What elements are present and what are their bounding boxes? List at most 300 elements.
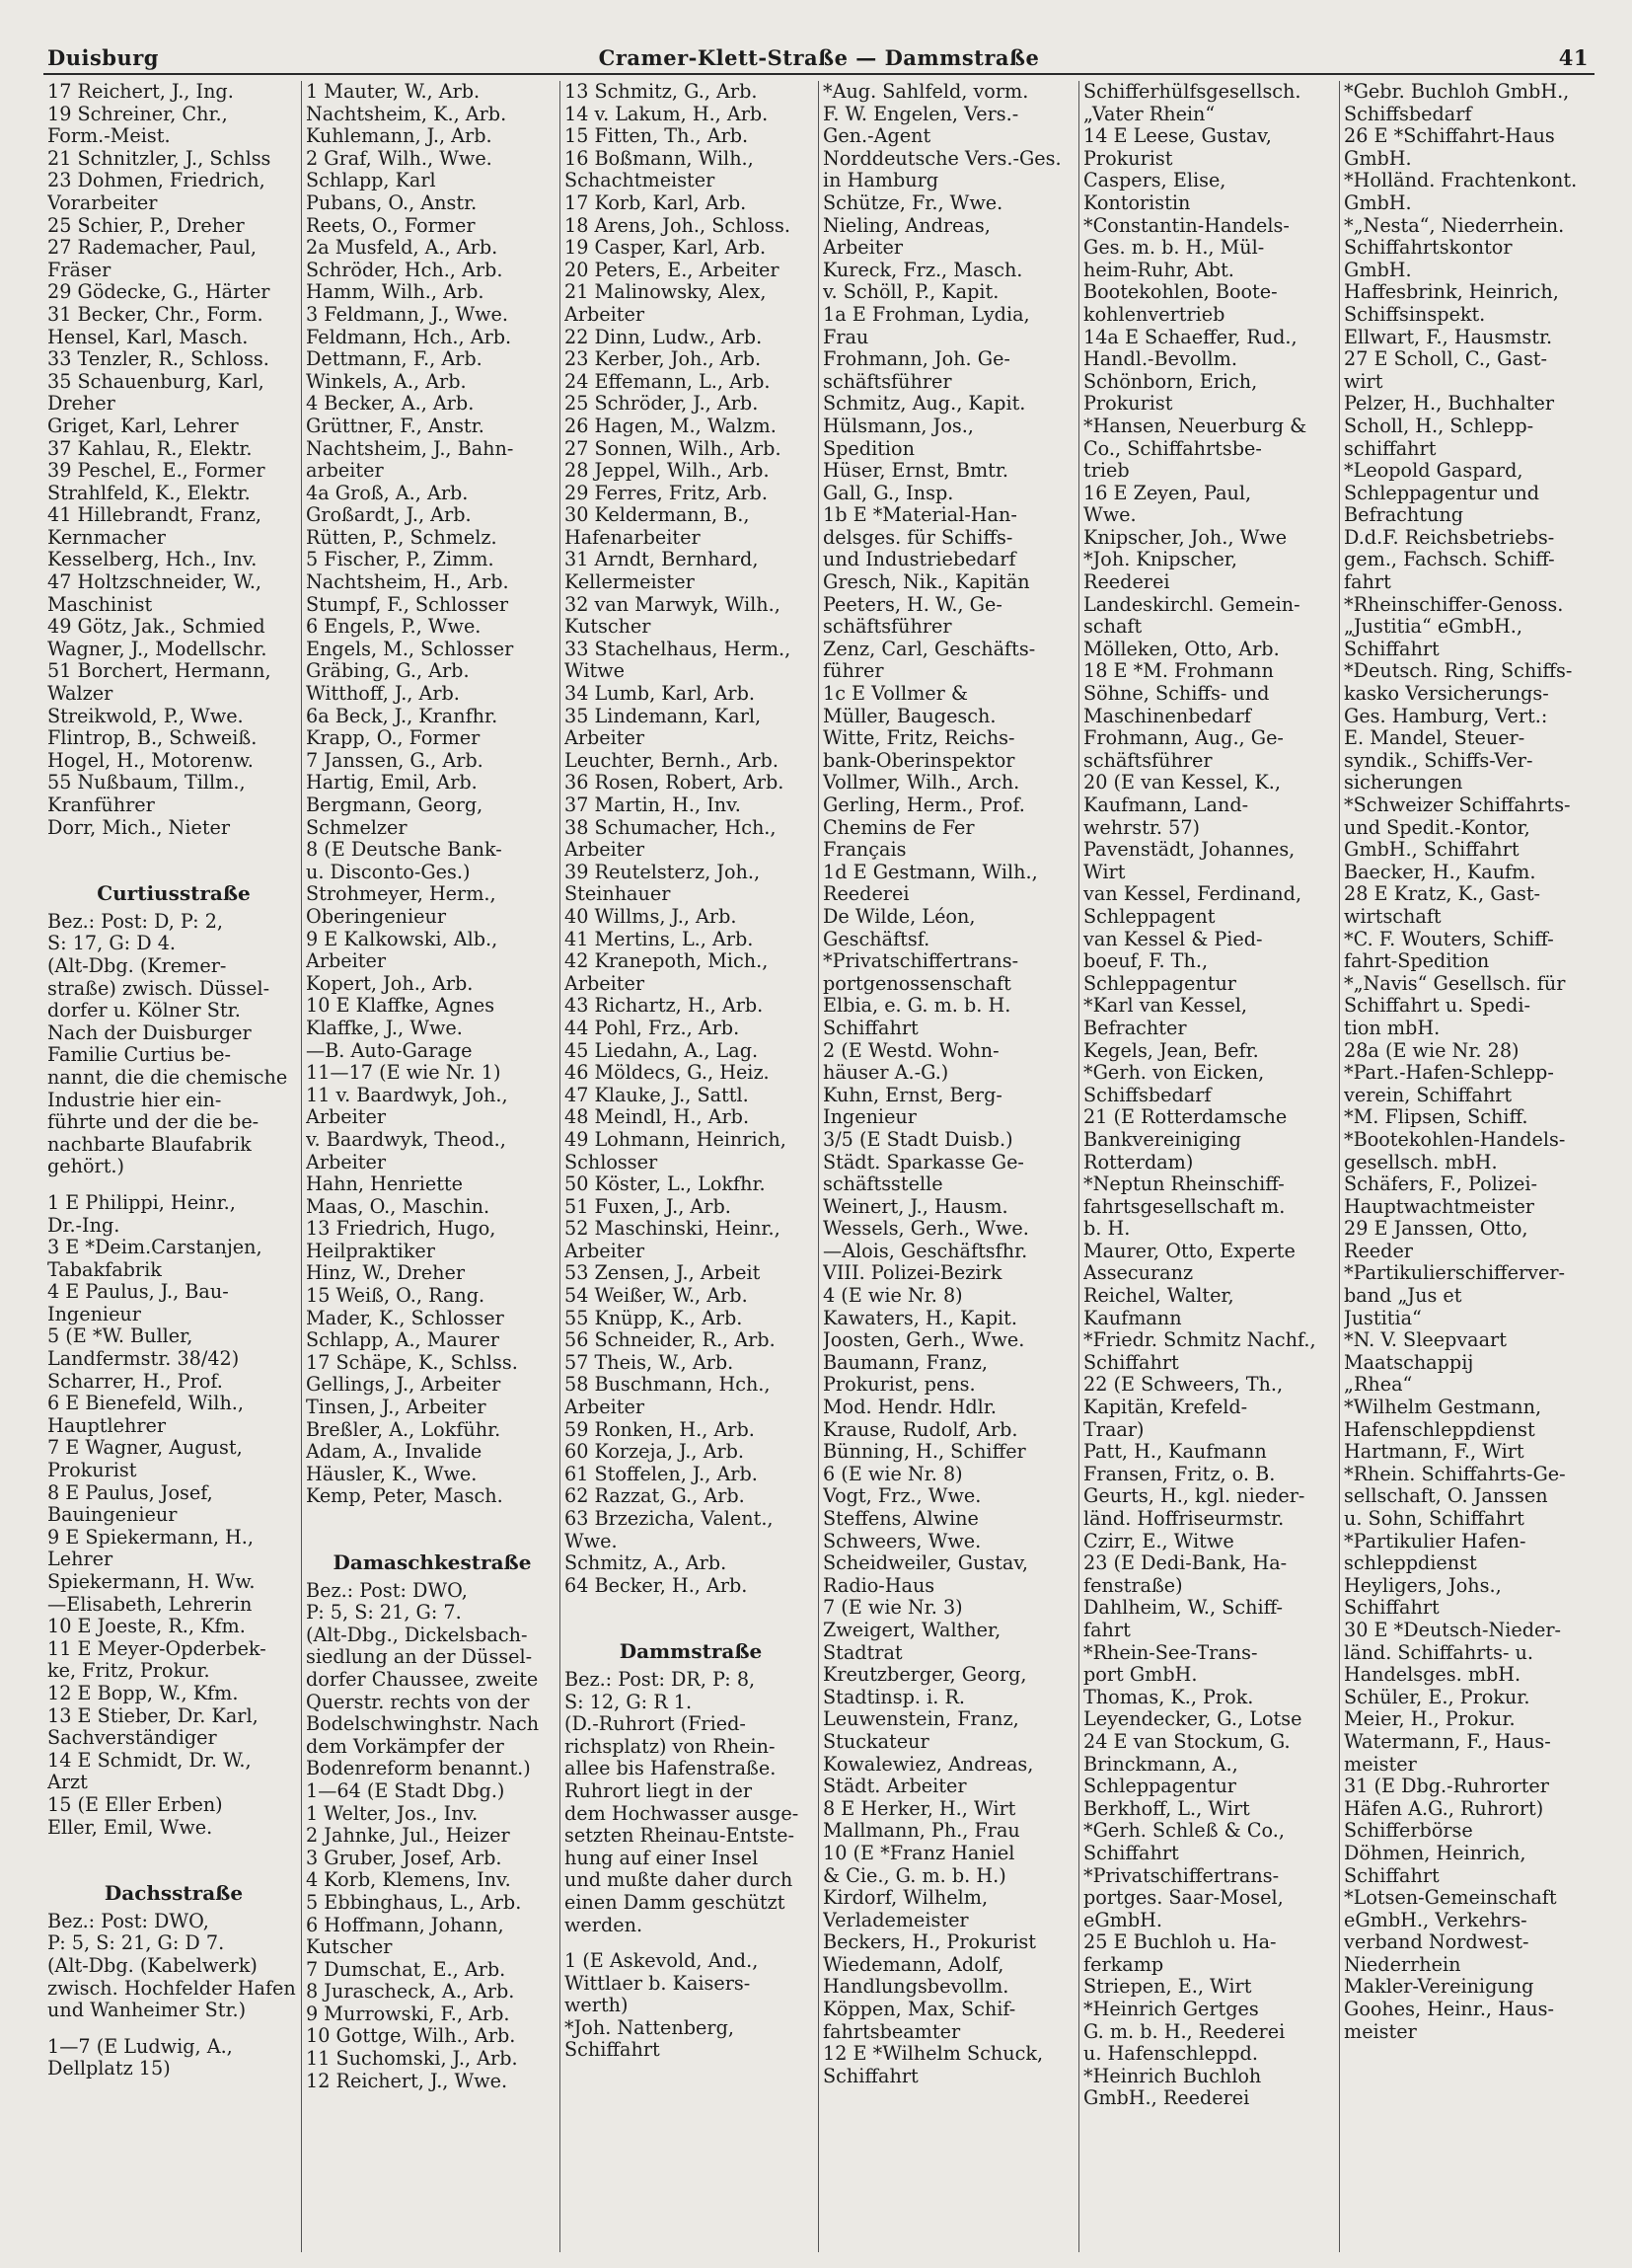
directory-entry: 29 Ferres, Fritz, Arb. — [564, 482, 768, 504]
directory-entry: 2 Jahnke, Jul., Heizer — [306, 1825, 510, 1848]
directory-entry: Kureck, Frz., Masch. — [823, 259, 1023, 281]
directory-entry: 1 E Philippi, Heinr., — [47, 1191, 236, 1214]
directory-entry: & Cie., G. m. b. H.) — [823, 1864, 1006, 1887]
directory-entry: Schachtmeister — [564, 170, 715, 192]
directory-entry: 23 Kerber, Joh., Arb. — [564, 348, 762, 371]
directory-entry: kohlenvertrieb — [1083, 303, 1225, 326]
directory-entry: 6 Hoffmann, Johann, — [306, 1914, 504, 1936]
directory-entry: dem Vorkämpfer der — [306, 1735, 504, 1758]
directory-entry: schäftsführer — [1083, 749, 1213, 772]
directory-entry: Schlosser — [564, 1151, 658, 1173]
spacer — [47, 1839, 300, 1852]
directory-entry: schleppdienst — [1344, 1552, 1477, 1575]
directory-entry: 57 Theis, W., Arb. — [564, 1351, 734, 1374]
column-3 — [560, 81, 817, 2258]
directory-entry: 9 E Spiekermann, H., — [47, 1526, 254, 1549]
directory-entry: Scharrer, H., Prof. — [47, 1370, 223, 1393]
directory-entry: und Industriebedarf — [823, 549, 1016, 571]
directory-entry: Maurer, Otto, Experte — [1083, 1240, 1296, 1262]
directory-entry: sellschaft, O. Janssen — [1344, 1485, 1548, 1508]
directory-entry: Bauingenieur — [47, 1504, 178, 1527]
street-heading: Dachsstraße — [104, 1882, 244, 1905]
column-1 — [43, 81, 300, 2258]
directory-entry: Stuckateur — [823, 1730, 929, 1753]
directory-entry: *Friedr. Schmitz Nachf., — [1083, 1329, 1316, 1352]
directory-entry: Familie Curtius be- — [47, 1044, 231, 1067]
directory-entry: Schönborn, Erich, — [1083, 370, 1258, 393]
directory-entry: Hauptwachtmeister — [1344, 1195, 1534, 1218]
directory-entry: —B. Auto-Garage — [306, 1039, 473, 1062]
directory-entry: *Part.-Hafen-Schlepp- — [1344, 1062, 1554, 1085]
directory-entry: 54 Weißer, W., Arb. — [564, 1285, 748, 1308]
directory-entry: 1b E *Material-Han- — [823, 504, 1017, 527]
directory-entry: Breßler, A., Lokführ. — [306, 1418, 501, 1441]
directory-entry: Wagner, J., Modellschr. — [47, 638, 267, 660]
directory-entry: Kesselberg, Hch., Inv. — [47, 549, 258, 571]
directory-entry: 14 v. Lakum, H., Arb. — [564, 103, 769, 125]
street-heading: Damaschkestraße — [333, 1551, 532, 1574]
directory-entry: *Deutsch. Ring, Schiffs- — [1344, 660, 1573, 683]
directory-entry: Haffesbrink, Heinrich, — [1344, 281, 1559, 304]
directory-entry: 13 E Stieber, Dr. Karl, — [47, 1704, 259, 1727]
directory-entry: führte und der die be- — [47, 1111, 260, 1134]
directory-entry: Vollmer, Wilh., Arch. — [823, 772, 1020, 794]
directory-entry: 15 Weiß, O., Rang. — [306, 1285, 485, 1308]
directory-entry: Fransen, Fritz, o. B. — [1083, 1463, 1276, 1485]
directory-entry: Frohmann, Joh. Ge- — [823, 348, 1010, 371]
directory-entry: *Hansen, Neuerburg & — [1083, 415, 1307, 437]
directory-entry: Schiffahrt — [1083, 1351, 1179, 1374]
directory-entry: 15 (E Eller Erben) — [47, 1793, 223, 1816]
directory-entry: E. Mandel, Steuer- — [1344, 727, 1525, 750]
directory-entry: 44 Pohl, Frz., Arb. — [564, 1017, 740, 1039]
directory-entry: Verlademeister — [823, 1909, 969, 1931]
directory-entry: (D.-Ruhrort (Fried- — [564, 1713, 746, 1736]
directory-entry: Tabakfabrik — [47, 1258, 162, 1281]
directory-entry: Pelzer, H., Buchhalter — [1344, 393, 1555, 416]
directory-entry: 59 Ronken, H., Arb. — [564, 1418, 755, 1441]
directory-entry: Kreutzberger, Georg, — [823, 1664, 1027, 1687]
directory-entry: Gall, G., Insp. — [823, 482, 954, 504]
directory-entry: dem Hochwasser ausge- — [564, 1802, 799, 1825]
directory-entry: Nachtsheim, H., Arb. — [306, 571, 509, 594]
directory-entry: *„Nesta“, Niederrhein. — [1344, 214, 1565, 237]
directory-entry: Kirdorf, Wilhelm, — [823, 1887, 989, 1910]
directory-entry: Gen.-Agent — [823, 125, 931, 148]
directory-entry: Städt. Arbeiter — [823, 1776, 967, 1798]
directory-entry: Arbeiter — [306, 1151, 387, 1173]
directory-entry: Krapp, O., Former — [306, 727, 481, 750]
directory-entry: 8 E Paulus, Josef, — [47, 1481, 213, 1504]
directory-entry: ferkamp — [1083, 1953, 1164, 1976]
directory-entry: bank-Oberinspektor — [823, 749, 1015, 772]
directory-entry: 4a Groß, A., Arb. — [306, 482, 469, 504]
directory-entry: Winkels, A., Arb. — [306, 370, 467, 393]
directory-entry: Assecuranz — [1083, 1262, 1194, 1285]
directory-entry: Bankvereiniging — [1083, 1128, 1241, 1151]
directory-entry: Witte, Fritz, Reichs- — [823, 727, 1015, 750]
directory-entry: 18 Arens, Joh., Schloss. — [564, 214, 790, 237]
directory-entry: *Holländ. Frachtenkont. — [1344, 170, 1578, 192]
directory-entry: Ges. Hamburg, Vert.: — [1344, 705, 1548, 727]
directory-entry: Mallmann, Ph., Frau — [823, 1820, 1020, 1843]
directory-entry: Kowalewiez, Andreas, — [823, 1753, 1034, 1776]
directory-entry: 14a E Schaeffer, Rud., — [1083, 326, 1298, 348]
directory-entry: Prokurist — [1083, 393, 1173, 416]
directory-entry: 4 E Paulus, J., Bau- — [47, 1281, 229, 1304]
directory-entry: 23 (E Dedi-Bank, Ha- — [1083, 1552, 1288, 1575]
directory-entry: 42 Kranepoth, Mich., — [564, 950, 769, 973]
directory-entry: Döhmen, Heinrich, — [1344, 1842, 1526, 1864]
directory-entry: Kaufmann, Land- — [1083, 794, 1249, 816]
directory-entry: Prokurist — [47, 1460, 137, 1482]
directory-entry: und Spedit.-Kontor, — [1344, 816, 1530, 839]
directory-entry: Leyendecker, G., Lotse — [1083, 1708, 1302, 1731]
directory-entry: 8 E Herker, H., Wirt — [823, 1797, 1016, 1820]
header-city: Duisburg — [47, 45, 159, 70]
directory-entry: 21 Schnitzler, J., Schlss — [47, 147, 271, 170]
directory-entry: 3 Feldmann, J., Wwe. — [306, 303, 508, 326]
directory-entry: wirtschaft — [1344, 905, 1442, 928]
directory-entry: 51 Fuxen, J., Arb. — [564, 1195, 731, 1218]
directory-entry: 31 Becker, Chr., Form. — [47, 303, 263, 326]
directory-entry: Steinhauer — [564, 883, 671, 906]
directory-entry: Zweigert, Walther, — [823, 1619, 1001, 1641]
directory-entry: Arzt — [47, 1772, 88, 1794]
directory-entry: richsplatz) von Rhein- — [564, 1735, 776, 1758]
directory-entry: Niederrhein — [1344, 1953, 1461, 1976]
directory-entry: 28a (E wie Nr. 28) — [1344, 1039, 1520, 1062]
directory-entry: Bünning, H., Schiffer — [823, 1441, 1026, 1464]
directory-entry: Arbeiter — [564, 727, 645, 750]
directory-entry: v. Baardwyk, Theod., — [306, 1128, 506, 1151]
directory-entry: Knipscher, Joh., Wwe — [1083, 526, 1288, 549]
directory-entry: Geurts, H., kgl. nieder- — [1083, 1485, 1305, 1508]
directory-entry: *Rhein-See-Trans- — [1083, 1641, 1258, 1664]
directory-entry: *C. F. Wouters, Schiff- — [1344, 928, 1554, 950]
directory-entry: Stadtinsp. i. R. — [823, 1686, 965, 1708]
directory-entry: Köppen, Max, Schif- — [823, 1999, 1016, 2021]
directory-entry: Spiekermann, H. Ww. — [47, 1571, 256, 1593]
directory-entry: Vorarbeiter — [47, 191, 158, 214]
directory-entry: heim-Ruhr, Abt. — [1083, 259, 1234, 281]
directory-entry: Arbeiter — [564, 1240, 645, 1262]
spacer — [564, 1611, 817, 1625]
directory-entry: 28 Jeppel, Wilh., Arb. — [564, 460, 770, 483]
directory-entry: 31 (E Dbg.-Ruhrorter — [1344, 1776, 1549, 1798]
directory-entry: 61 Stoffelen, J., Arb. — [564, 1463, 758, 1485]
directory-entry: 40 Willms, J., Arb. — [564, 905, 737, 928]
directory-entry: Pavenstädt, Johannes, — [1083, 839, 1296, 862]
directory-entry: Form.-Meist. — [47, 125, 171, 148]
directory-entry: fenstraße) — [1083, 1574, 1183, 1597]
directory-entry: Engels, M., Schlosser — [306, 638, 514, 660]
directory-entry: D.d.F. Reichsbetriebs- — [1344, 526, 1555, 549]
directory-entry: 11 v. Baardwyk, Joh., — [306, 1084, 508, 1106]
directory-entry: Handlungsbevollm. — [823, 1976, 1009, 1999]
directory-entry: *Schweizer Schiffahrts- — [1344, 794, 1571, 816]
directory-entry: 56 Schneider, R., Arb. — [564, 1329, 776, 1352]
directory-entry: Thomas, K., Prok. — [1083, 1686, 1254, 1708]
directory-entry: Baecker, H., Kaufm. — [1344, 861, 1536, 883]
directory-entry: Prokurist, pens. — [823, 1374, 976, 1397]
directory-entry: 3 Gruber, Josef, Arb. — [306, 1847, 502, 1869]
header-page-number: 41 — [1558, 45, 1589, 70]
directory-entry: 3 E *Deim.Carstanjen, — [47, 1237, 262, 1259]
directory-entry: Kontoristin — [1083, 191, 1191, 214]
spacer — [47, 853, 300, 867]
directory-entry: 33 Stachelhaus, Herm., — [564, 638, 791, 660]
directory-entry: 29 Gödecke, G., Härter — [47, 281, 270, 304]
directory-entry: Gerling, Herm., Prof. — [823, 794, 1025, 816]
directory-entry: Scholl, H., Schlepp- — [1344, 415, 1534, 437]
directory-entry: hung auf einer Insel — [564, 1847, 759, 1869]
directory-entry: Arbeiter — [564, 303, 645, 326]
directory-entry: Schiffahrt u. Spedi- — [1344, 995, 1531, 1018]
directory-entry: gesellsch. mbH. — [1344, 1151, 1498, 1173]
directory-entry: 6 (E wie Nr. 8) — [823, 1463, 963, 1485]
directory-entry: meister — [1344, 2020, 1417, 2043]
directory-entry: Schleppagentur — [1083, 1776, 1236, 1798]
directory-entry: Maschinist — [47, 593, 153, 616]
directory-entry: *Karl van Kessel, — [1083, 995, 1247, 1018]
directory-entry: Mölleken, Otto, Arb. — [1083, 638, 1280, 660]
directory-entry: 51 Borchert, Hermann, — [47, 660, 271, 683]
directory-entry: „Vater Rhein“ — [1083, 103, 1216, 125]
directory-entry: Brinckmann, A., — [1083, 1753, 1238, 1776]
directory-entry: Hahn, Henriette — [306, 1173, 463, 1196]
directory-entry: zwisch. Hochfelder Hafen — [47, 1977, 296, 2000]
column-6 — [1340, 81, 1598, 2258]
directory-entry: van Kessel & Pied- — [1083, 928, 1263, 950]
directory-entry: Norddeutsche Vers.-Ges. — [823, 147, 1062, 170]
directory-entry: 11 Suchomski, J., Arb. — [306, 2048, 518, 2071]
directory-entry: *Lotsen-Gemeinschaft — [1344, 1887, 1557, 1910]
directory-entry: Sachverständiger — [47, 1727, 217, 1750]
directory-entry: 27 E Scholl, C., Gast- — [1344, 348, 1547, 371]
directory-entry: Handelsges. mbH. — [1344, 1664, 1521, 1687]
directory-entry: 46 Möldecs, G., Heiz. — [564, 1062, 770, 1085]
directory-entry: Arbeiter — [564, 972, 645, 995]
directory-entry: 24 Effemann, L., Arb. — [564, 370, 771, 393]
directory-entry: 27 Sonnen, Wilh., Arb. — [564, 437, 781, 460]
directory-entry: „Justitia“ eGmbH., — [1344, 616, 1522, 639]
directory-entry: *Gerh. von Eicken, — [1083, 1062, 1265, 1085]
directory-entry: Dorr, Mich., Nieter — [47, 816, 231, 839]
directory-entry: siedlung an der Düssel- — [306, 1646, 533, 1669]
directory-entry: 1a E Frohman, Lydia, — [823, 303, 1030, 326]
directory-entry: Nieling, Andreas, — [823, 214, 991, 237]
directory-entry: 7 (E wie Nr. 3) — [823, 1597, 963, 1620]
directory-entry: Scheidweiler, Gustav, — [823, 1552, 1029, 1575]
directory-entry: in Hamburg — [823, 170, 939, 192]
directory-entry: 10 E Joeste, R., Kfm. — [47, 1616, 246, 1638]
directory-entry: Müller, Baugesch. — [823, 705, 997, 727]
directory-entry: 62 Razzat, G., Arb. — [564, 1485, 745, 1508]
directory-entry: Hafenschleppdienst — [1344, 1418, 1535, 1441]
directory-entry: Reichel, Walter, — [1083, 1285, 1234, 1308]
directory-entry: 39 Peschel, E., Former — [47, 460, 265, 483]
directory-entry: 1 (E Askevold, And., — [564, 1950, 759, 1973]
directory-entry: *Joh. Nattenberg, — [564, 2016, 734, 2039]
directory-entry: Schröder, Hch., Arb. — [306, 259, 503, 281]
directory-entry: 64 Becker, H., Arb. — [564, 1574, 748, 1597]
directory-entry: Stadtrat — [823, 1641, 903, 1664]
directory-entry: Peeters, H. W., Ge- — [823, 593, 1002, 616]
directory-entry: 47 Klauke, J., Sattl. — [564, 1084, 749, 1106]
directory-entry: Mader, K., Schlosser — [306, 1307, 504, 1329]
directory-entry: 55 Knüpp, K., Arb. — [564, 1307, 743, 1329]
directory-entry: u. Disconto-Ges.) — [306, 861, 471, 883]
directory-entry: Maas, O., Maschin. — [306, 1195, 490, 1218]
directory-entry: 6a Beck, J., Kranfhr. — [306, 705, 498, 727]
spacer — [47, 1178, 300, 1192]
directory-entry: Städt. Sparkasse Ge- — [823, 1151, 1024, 1173]
directory-entry: 2 Graf, Wilh., Wwe. — [306, 147, 492, 170]
directory-entry: 4 (E wie Nr. 8) — [823, 1285, 963, 1308]
directory-entry: Strohmeyer, Herm., — [306, 883, 496, 906]
directory-entry: Heilpraktiker — [306, 1240, 435, 1262]
directory-entry: Bez.: Post: D, P: 2, — [47, 910, 224, 933]
directory-entry: Griget, Karl, Lehrer — [47, 415, 239, 437]
directory-entry: 29 E Janssen, Otto, — [1344, 1218, 1528, 1241]
directory-entry: Nach der Duisburger — [47, 1021, 252, 1044]
directory-entry: 43 Richartz, H., Arb. — [564, 995, 764, 1018]
directory-entry: Schlapp, Karl — [306, 170, 436, 192]
directory-entry: 50 Köster, L., Lokfhr. — [564, 1173, 766, 1196]
directory-entry: Fräser — [47, 259, 111, 281]
directory-entry: 8 Jurascheck, A., Arb. — [306, 1981, 515, 2003]
directory-entry: 35 Schauenburg, Karl, — [47, 370, 264, 393]
directory-entry: *M. Flipsen, Schiff. — [1344, 1106, 1528, 1129]
directory-entry: Arbeiter — [564, 1397, 645, 1419]
directory-entry: portgenossenschaft — [823, 972, 1011, 995]
directory-entry: Hartig, Emil, Arb. — [306, 772, 478, 794]
directory-entry: Industrie hier ein- — [47, 1089, 222, 1111]
directory-entry: Steffens, Alwine — [823, 1508, 979, 1530]
directory-entry: Ingenieur — [47, 1303, 141, 1325]
directory-entry: Schiffahrt — [1344, 1597, 1440, 1620]
directory-entry: 25 Schier, P., Dreher — [47, 214, 245, 237]
directory-entry: häuser A.-G.) — [823, 1062, 949, 1085]
directory-entry: fahrt-Spedition — [1344, 950, 1490, 973]
directory-entry: 14 E Leese, Gustav, — [1083, 125, 1272, 148]
directory-entry: Kaufmann — [1083, 1307, 1182, 1329]
directory-entry: *Aug. Sahlfeld, vorm. — [823, 81, 1029, 103]
directory-entry: 39 Reutelsterz, Joh., — [564, 861, 761, 883]
directory-entry: u. Sohn, Schiffahrt — [1344, 1508, 1524, 1530]
directory-entry: Rütten, P., Schmelz. — [306, 526, 497, 549]
directory-entry: Dahlheim, W., Schiff- — [1083, 1597, 1284, 1620]
directory-entry: Kegels, Jean, Befr. — [1083, 1039, 1259, 1062]
directory-entry: allee bis Hafenstraße. — [564, 1758, 777, 1780]
directory-entry: Dellplatz 15) — [47, 2058, 171, 2080]
directory-entry: 13 Schmitz, G., Arb. — [564, 81, 758, 103]
directory-entry: —Elisabeth, Lehrerin — [47, 1593, 253, 1616]
directory-entry: Schifferbörse — [1344, 1820, 1473, 1843]
directory-entry: Kapitän, Krefeld- — [1083, 1397, 1248, 1419]
directory-entry: *N. V. Sleepvaart — [1344, 1329, 1507, 1352]
directory-entry: Schiffahrt — [1344, 638, 1440, 660]
directory-entry: *Gebr. Buchloh GmbH., — [1344, 81, 1570, 103]
directory-entry: Schiffahrt — [564, 2039, 660, 2062]
directory-entry: Dettmann, F., Arb. — [306, 348, 482, 371]
directory-entry: 16 Boßmann, Wilh., — [564, 147, 754, 170]
directory-entry: Kranführer — [47, 794, 155, 816]
spacer — [564, 1597, 817, 1611]
directory-entry: Schleppagentur und — [1344, 482, 1540, 504]
directory-entry: *Partikulierschifferver- — [1344, 1262, 1565, 1285]
directory-entry: werth) — [564, 1995, 629, 2017]
directory-entry: 36 Rosen, Robert, Arb. — [564, 772, 784, 794]
directory-entry: *Heinrich Buchloh — [1083, 2065, 1262, 2087]
directory-entry: Schiffsinspekt. — [1344, 303, 1486, 326]
directory-entry: Landeskirchl. Gemein- — [1083, 593, 1300, 616]
directory-entry: 47 Holtzschneider, W., — [47, 571, 262, 594]
directory-entry: De Wilde, Léon, — [823, 905, 976, 928]
directory-entry: 24 E van Stockum, G. — [1083, 1730, 1291, 1753]
directory-entry: Schmitz, A., Arb. — [564, 1552, 727, 1575]
directory-entry: *Rhein. Schiffahrts-Ge- — [1344, 1463, 1566, 1485]
directory-entry: Traar) — [1083, 1418, 1145, 1441]
directory-entry: und mußte daher durch — [564, 1869, 793, 1892]
directory-entry: *Neptun Rheinschiff- — [1083, 1173, 1285, 1196]
directory-entry: *Joh. Knipscher, — [1083, 549, 1237, 571]
column-2 — [302, 81, 558, 2258]
directory-entry: 6 Engels, P., Wwe. — [306, 616, 482, 639]
directory-entry: meister — [1344, 1753, 1417, 1776]
directory-entry: 1d E Gestmann, Wilh., — [823, 861, 1038, 883]
directory-entry: 58 Buschmann, Hch., — [564, 1374, 771, 1397]
directory-entry: länd. Schiffahrts- u. — [1344, 1641, 1533, 1664]
directory-entry: 30 E *Deutsch-Nieder- — [1344, 1619, 1562, 1641]
directory-entry: *Bootekohlen-Handels- — [1344, 1128, 1566, 1151]
directory-entry: Schiffahrt — [823, 2065, 919, 2087]
directory-entry: nachbarte Blaufabrik — [47, 1133, 252, 1156]
directory-entry: 38 Schumacher, Hch., — [564, 816, 777, 839]
directory-entry: Bez.: Post: DR, P: 8, — [564, 1668, 756, 1691]
directory-entry: F. W. Engelen, Vers.- — [823, 103, 1019, 125]
street-heading: Dammstraße — [619, 1640, 763, 1663]
directory-entry: Streikwold, P., Wwe. — [47, 705, 244, 727]
directory-entry: Français — [823, 839, 907, 862]
directory-entry: 25 Schröder, J., Arb. — [564, 393, 759, 416]
directory-entry: b. H. — [1083, 1218, 1131, 1241]
directory-entry: delsges. für Schiffs- — [823, 526, 1013, 549]
directory-entry: Reederei — [1083, 571, 1170, 594]
directory-entry: 5 Ebbinghaus, L., Arb. — [306, 1891, 522, 1914]
directory-entry: P: 5, S: 21, G: 7. — [306, 1602, 462, 1625]
directory-entry: Hamm, Wilh., Arb. — [306, 281, 484, 304]
directory-entry: und Wanheimer Str.) — [47, 2000, 247, 2022]
directory-entry: Bez.: Post: DWO, — [47, 1910, 209, 1932]
directory-entry: Flintrop, B., Schweiß. — [47, 727, 258, 750]
directory-entry: 25 E Buchloh u. Ha- — [1083, 1931, 1277, 1954]
directory-entry: Arbeiter — [306, 1106, 387, 1129]
directory-entry: Reeder — [1344, 1240, 1413, 1262]
directory-entry: einen Damm geschützt — [564, 1891, 785, 1914]
directory-entry: Leuchter, Bernh., Arb. — [564, 749, 779, 772]
directory-entry: Reederei — [823, 883, 910, 906]
directory-entry: Wessels, Gerh., Wwe. — [823, 1218, 1029, 1241]
directory-entry: Maatschappij — [1344, 1351, 1474, 1374]
directory-entry: 16 E Zeyen, Paul, — [1083, 482, 1252, 504]
header-street-range: Cramer-Klett-Straße — Dammstraße — [598, 45, 1040, 70]
directory-entry: wehrstr. 57) — [1083, 816, 1201, 839]
directory-entry: Wittlaer b. Kaisers- — [564, 1972, 751, 1995]
directory-entry: 18 E *M. Frohmann — [1083, 660, 1274, 683]
directory-entry: 1 Mauter, W., Arb. — [306, 81, 481, 103]
